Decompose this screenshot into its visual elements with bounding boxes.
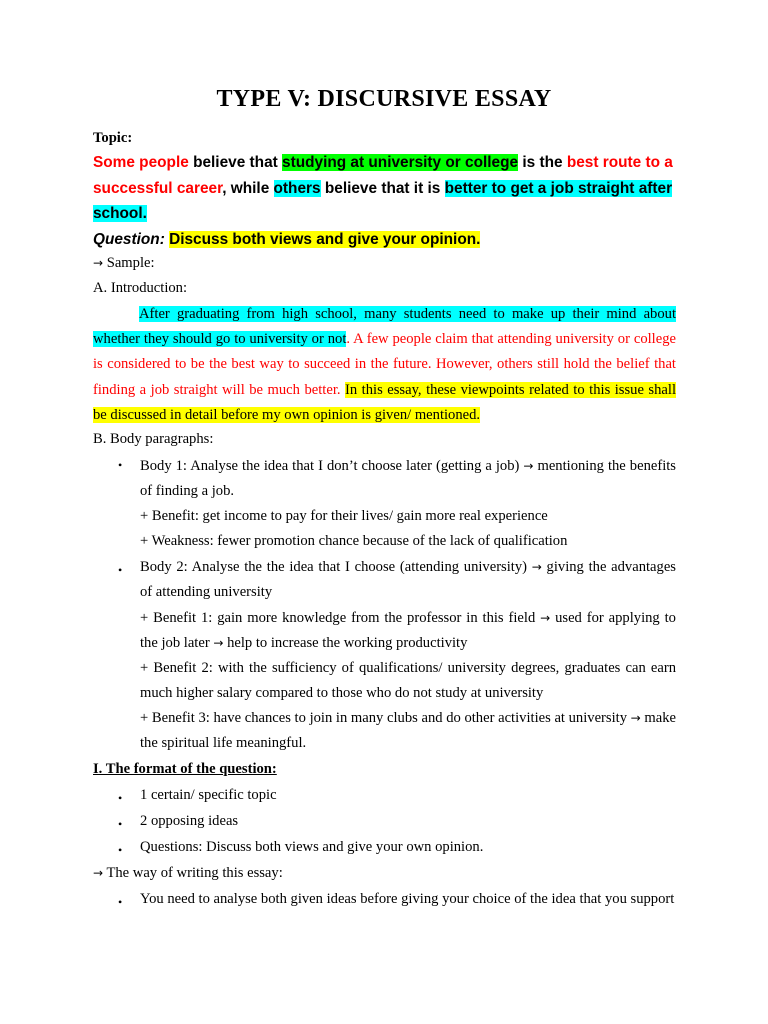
topic-part: is the [518, 154, 567, 171]
body1-weakness: + Weakness: fewer promotion chance because of the lack of qualification [140, 533, 568, 549]
body2-benefit-1-text: used for applying to the job later [140, 610, 676, 652]
arrow-icon: → [531, 560, 542, 574]
arrow-icon: → [540, 611, 551, 625]
way-label: The way of writing this essay: [103, 865, 283, 881]
topic-part: believe that [188, 154, 283, 171]
topic-part: Some people [93, 154, 189, 171]
body2-benefit-1-text: help to increase the working productivity [223, 635, 468, 652]
body2-benefit-1 [140, 606, 676, 656]
question-text: Discuss both views and give your opinion. [169, 231, 481, 248]
arrow-icon: → [523, 459, 534, 473]
arrow-icon: → [213, 636, 224, 651]
format-item: 1 certain/ specific topic [140, 787, 277, 803]
format-heading: I. The format of the question: [93, 761, 277, 777]
arrow-icon: → [630, 711, 641, 725]
topic-label: Topic: [93, 130, 133, 146]
bullet-icon: • [118, 458, 123, 472]
document-title: TYPE V: DISCURSIVE ESSAY [216, 86, 552, 112]
topic-part: , while [222, 179, 274, 197]
bullet-icon: • [118, 817, 123, 831]
topic-highlight-others: others [273, 179, 321, 197]
body2-text: Body 2: Analyse the the idea that I choose (attending university) [140, 559, 532, 575]
sample-label-line [93, 255, 155, 272]
way-item: You need to analyse both given ideas before giving your choice of the idea that you support [140, 891, 675, 907]
body2-benefit-3-text: + Benefit 3: have chances to join in many clubs and do other activities at university [140, 710, 631, 726]
body1-benefit: + Benefit: get income to pay for their lives/ gain more real experience [140, 508, 548, 524]
bullet-icon: • [118, 895, 123, 909]
body1-main [140, 454, 676, 504]
intro-heading: A. Introduction: [93, 280, 188, 296]
way-label-line [93, 865, 283, 882]
body2-text: giving the advantages of attending university [140, 559, 676, 601]
format-item: 2 opposing ideas [140, 813, 239, 829]
format-item: Questions: Discuss both views and give your own opinion. [140, 839, 484, 855]
bullet-icon: • [118, 791, 123, 805]
topic-statement [93, 150, 678, 227]
body2-main [140, 555, 676, 605]
topic-part: best route to a successful career [93, 154, 673, 197]
question-line [93, 227, 480, 252]
body1-text: Body 1: Analyse the idea that I don’t choose later (getting a job) [140, 458, 524, 474]
body2-benefit-2: + Benefit 2: with the sufficiency of qualifications/ university degrees, graduates can earn much higher salary compared to those who do not study at university [140, 660, 676, 702]
topic-highlight-university: studying at university or college [282, 154, 519, 171]
topic-highlight-job: better to get a job straight after school. [93, 179, 673, 222]
intro-sentence-1: After graduating from high school, many students need to make up their mind about whether they should go to university or not [93, 306, 676, 348]
body-heading: B. Body paragraphs: [93, 431, 214, 447]
intro-sentence-2: . A few people claim that attending university or college is considered to be the best way to succeed in the future. However, others still hold the belief that finding a job straight will be much better. [93, 331, 676, 398]
question-label: Question: [93, 231, 170, 248]
bullet-icon: • [118, 843, 123, 857]
bullet-icon: • [118, 563, 123, 577]
arrow-icon: → [93, 866, 104, 880]
intro-paragraph [93, 302, 676, 428]
sample-label: Sample: [103, 255, 155, 271]
body2-benefit-3-text: make the spiritual life meaningful. [140, 710, 676, 752]
topic-part: believe that it is [320, 179, 445, 197]
intro-sentence-3: In this essay, these viewpoints related to this issue shall be discussed in detail before my own opinion is given/ mentioned. [93, 381, 676, 423]
body2-benefit-3 [140, 706, 676, 756]
body1-text: mentioning the benefits of finding a job. [140, 458, 676, 500]
body2-benefit-1-text: + Benefit 1: gain more knowledge from the professor in this field [140, 610, 541, 626]
arrow-icon: → [93, 256, 104, 270]
